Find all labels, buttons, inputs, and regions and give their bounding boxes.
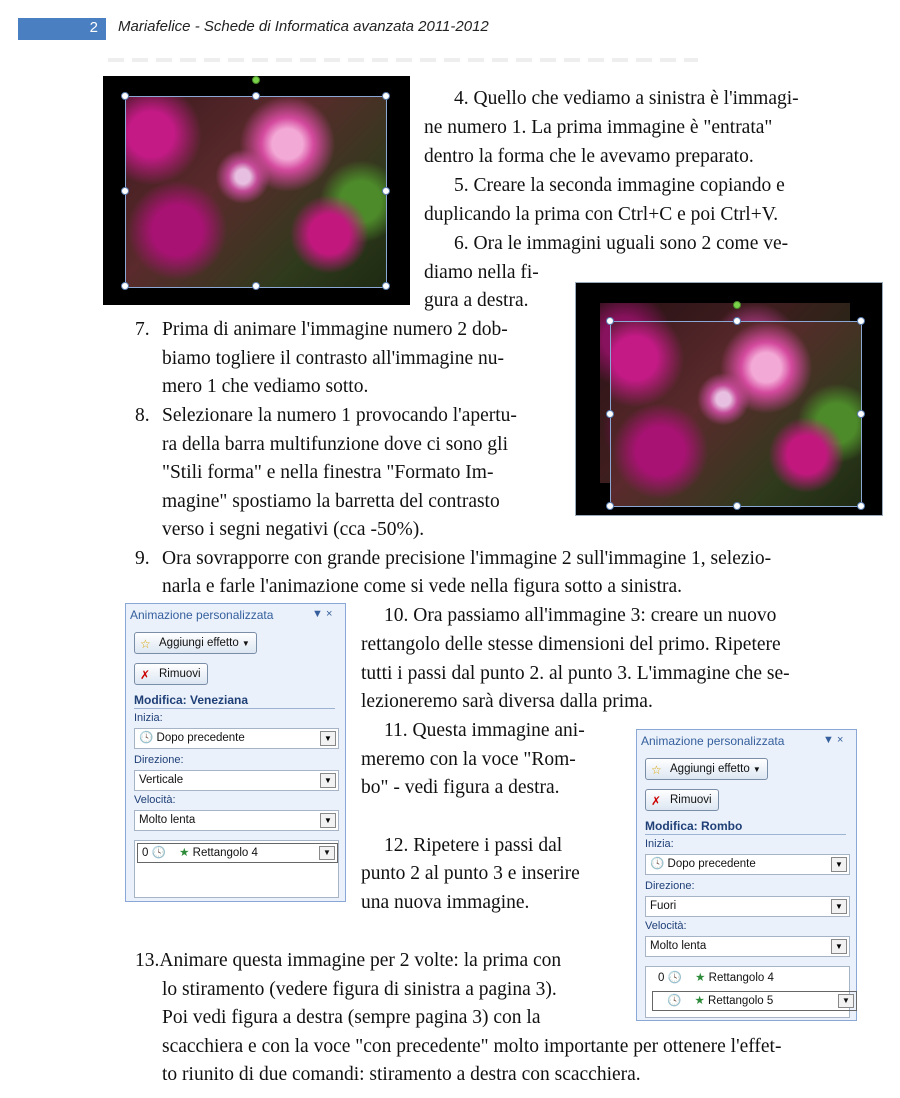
slide-image-1[interactable] <box>103 76 410 305</box>
step-9-line-1: Ora sovrapporre con grande precisione l'immagine 2 sull'immagine 1, selezio- <box>162 548 772 569</box>
step-8-line-4: magine" spostiamo la barretta del contrasto <box>162 491 500 512</box>
speed-label: Velocità: <box>645 920 687 932</box>
selection-box <box>125 96 387 288</box>
speed-select[interactable] <box>645 936 850 957</box>
step-13-line-5: to riunito di due comandi: stiramento a destra con scacchiera. <box>162 1064 641 1085</box>
rotate-handle[interactable] <box>733 301 741 309</box>
speed-select[interactable] <box>134 810 339 831</box>
star-icon: ☆ <box>140 637 151 651</box>
add-effect-button[interactable] <box>645 758 768 780</box>
resize-handle[interactable] <box>121 92 129 100</box>
step-4-line-1: 4. Quello che vediamo a sinistra è l'immagi- <box>454 88 799 109</box>
dropdown-arrow-icon[interactable]: ▼ <box>831 857 847 872</box>
add-effect-label: Aggiungi effetto <box>159 637 239 649</box>
panel-menu-close-icons[interactable]: ▼ × <box>312 608 333 620</box>
step-8-line-3: "Stili forma" e nella finestra "Formato Im- <box>162 462 494 483</box>
resize-handle[interactable] <box>252 92 260 100</box>
item-label: Rettangolo 4 <box>192 847 258 859</box>
resize-handle[interactable] <box>606 502 614 510</box>
resize-handle[interactable] <box>252 282 260 290</box>
panel-title: Animazione personalizzata <box>130 608 274 622</box>
resize-handle[interactable] <box>857 410 865 418</box>
custom-animation-panel-right <box>636 729 857 1021</box>
step-12-line-1: 12. Ripetere i passi dal <box>384 835 563 856</box>
step-5-line-2: duplicando la prima con Ctrl+C e poi Ctrl+V. <box>424 204 779 225</box>
rotate-handle[interactable] <box>252 76 260 84</box>
dropdown-arrow-icon[interactable]: ▼ <box>831 899 847 914</box>
divider <box>645 834 846 835</box>
star-icon: ☆ <box>651 763 662 777</box>
resize-handle[interactable] <box>857 317 865 325</box>
dropdown-arrow-icon[interactable]: ▼ <box>320 731 336 746</box>
dropdown-arrow-icon[interactable]: ▼ <box>320 813 336 828</box>
panel-menu-close-icons[interactable]: ▼ × <box>823 734 844 746</box>
direction-label: Direzione: <box>645 880 695 892</box>
step-10-line-2: rettangolo delle stesse dimensioni del primo. Ripetere <box>361 634 781 655</box>
clock-icon: 🕓 <box>667 995 682 1007</box>
step-10-line-1: 10. Ora passiamo all'immagine 3: creare un nuovo <box>384 605 777 626</box>
start-value: Dopo precedente <box>156 732 245 744</box>
add-effect-button[interactable] <box>134 632 257 654</box>
step-12-line-3: una nuova immagine. <box>361 892 530 913</box>
step-10-line-3: tutti i passi dal punto 2. al punto 3. L'immagine che se- <box>361 663 790 684</box>
step-5-line-1: 5. Creare la seconda immagine copiando e <box>454 175 785 196</box>
step-4-line-3: dentro la forma che le avevamo preparato. <box>424 146 754 167</box>
resize-handle[interactable] <box>733 317 741 325</box>
step-13-line-1: 13.Animare questa immagine per 2 volte: la prima con <box>135 950 562 971</box>
step-6-line-1: 6. Ora le immagini uguali sono 2 come ve- <box>454 233 789 254</box>
step-11-line-1: 11. Questa immagine ani- <box>384 720 585 741</box>
step-11-line-3: bo" - vedi figura a destra. <box>361 777 560 798</box>
custom-animation-panel-left <box>125 603 346 902</box>
step-11-line-2: meremo con la voce "Rom- <box>361 749 576 770</box>
step-8-line-1: Selezionare la numero 1 provocando l'apertu- <box>162 405 517 426</box>
item-order: 0 <box>142 847 149 859</box>
resize-handle[interactable] <box>382 92 390 100</box>
step-7-line-2: biamo togliere il contrasto all'immagine nu- <box>162 348 504 369</box>
add-effect-label: Aggiungi effetto <box>670 763 750 775</box>
speed-value: Molto lenta <box>650 940 707 952</box>
step-10-line-4: lezioneremo sarà diversa dalla prima. <box>361 691 653 712</box>
dropdown-arrow-icon[interactable]: ▼ <box>838 994 854 1008</box>
step-13-line-3: Poi vedi figura a destra (sempre pagina 3) con la <box>162 1007 541 1028</box>
direction-select[interactable] <box>645 896 850 917</box>
clock-icon: 🕓 <box>667 972 682 984</box>
resize-handle[interactable] <box>733 502 741 510</box>
modify-heading: Modifica: Rombo <box>645 819 743 833</box>
divider <box>134 708 335 709</box>
step-13-line-4: scacchiera e con la voce "con precedente" molto importante per ottenere l'effet- <box>162 1036 782 1057</box>
item-label: Rettangolo 4 <box>708 972 774 984</box>
clock-icon: 🕓 <box>139 732 154 744</box>
start-label: Inizia: <box>645 838 674 850</box>
resize-handle[interactable] <box>382 187 390 195</box>
resize-handle[interactable] <box>121 187 129 195</box>
speed-value: Molto lenta <box>139 814 196 826</box>
list-item[interactable] <box>137 843 338 863</box>
direction-label: Direzione: <box>134 754 184 766</box>
page-number-badge <box>18 18 106 40</box>
resize-handle[interactable] <box>382 282 390 290</box>
start-label: Inizia: <box>134 712 163 724</box>
resize-handle[interactable] <box>606 317 614 325</box>
list-item[interactable] <box>658 969 843 987</box>
item-order: 0 <box>658 972 665 984</box>
header-divider <box>108 58 698 62</box>
dropdown-arrow-icon[interactable]: ▼ <box>320 773 336 788</box>
panel-title: Animazione personalizzata <box>641 734 785 748</box>
animation-list[interactable] <box>645 966 850 1018</box>
start-value: Dopo precedente <box>667 858 756 870</box>
step-7-line-3: mero 1 che vediamo sotto. <box>162 376 369 397</box>
step-8-line-5: verso i segni negativi (cca -50%). <box>162 519 425 540</box>
direction-select[interactable] <box>134 770 339 791</box>
effect-star-icon: ★ <box>179 847 190 859</box>
step-9-number: 9. <box>135 548 150 569</box>
step-8-number: 8. <box>135 405 150 426</box>
step-13-line-2: lo stiramento (vedere figura di sinistra a pagina 3). <box>162 979 557 1000</box>
clock-icon: 🕓 <box>650 858 665 870</box>
step-9-line-2: narla e farle l'animazione come si vede nella figura sotto a sinistra. <box>162 576 683 597</box>
remove-button[interactable] <box>134 663 208 685</box>
start-select[interactable] <box>134 728 339 749</box>
resize-handle[interactable] <box>857 502 865 510</box>
dropdown-arrow-icon[interactable]: ▼ <box>319 846 335 860</box>
step-6-line-3: gura a destra. <box>424 290 529 311</box>
page-number: 2 <box>89 19 98 36</box>
effect-star-icon: ★ <box>694 995 705 1007</box>
chevron-down-icon: ▼ <box>241 639 250 648</box>
resize-handle[interactable] <box>121 282 129 290</box>
remove-icon: ✗ <box>140 668 151 682</box>
direction-value: Fuori <box>650 900 677 912</box>
step-6-line-2: diamo nella fi- <box>424 262 539 283</box>
slide-image-2[interactable] <box>575 282 883 516</box>
step-4-line-2: ne numero 1. La prima immagine è "entrata" <box>424 117 773 138</box>
remove-label: Rimuovi <box>159 668 201 680</box>
clock-icon: 🕓 <box>151 847 166 859</box>
start-select[interactable] <box>645 854 850 875</box>
chevron-down-icon: ▼ <box>752 765 761 774</box>
effect-star-icon: ★ <box>695 972 706 984</box>
animation-list[interactable] <box>134 840 339 898</box>
selection-box <box>610 321 862 507</box>
list-item[interactable] <box>652 991 857 1011</box>
item-label: Rettangolo 5 <box>708 995 774 1007</box>
modify-heading: Modifica: Veneziana <box>134 693 249 707</box>
step-7-line-1: Prima di animare l'immagine numero 2 dob- <box>162 319 508 340</box>
step-12-line-2: punto 2 al punto 3 e inserire <box>361 863 580 884</box>
step-8-line-2: ra della barra multifunzione dove ci sono gli <box>162 434 509 455</box>
direction-value: Verticale <box>139 774 184 786</box>
dropdown-arrow-icon[interactable]: ▼ <box>831 939 847 954</box>
resize-handle[interactable] <box>606 410 614 418</box>
remove-icon: ✗ <box>651 794 662 808</box>
step-7-number: 7. <box>135 319 150 340</box>
remove-button[interactable] <box>645 789 719 811</box>
speed-label: Velocità: <box>134 794 176 806</box>
remove-label: Rimuovi <box>670 794 712 806</box>
running-header-title: Mariafelice - Schede di Informatica avanzata 2011-2012 <box>118 18 489 35</box>
